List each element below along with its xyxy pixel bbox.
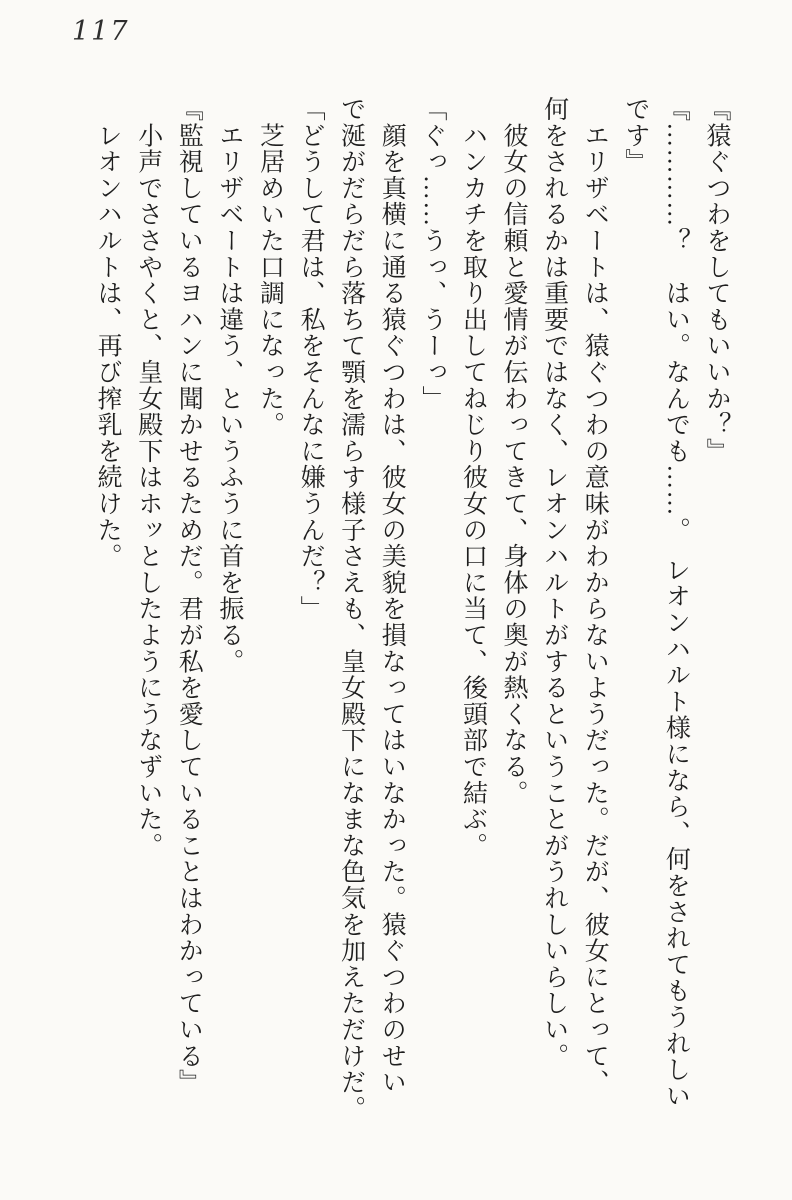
text-column-01: 『猿ぐつわをしてもいいか？』: [703, 96, 730, 465]
page-number: 117: [72, 16, 130, 47]
text-column-09: 顔を真横に通る猿ぐつわは、彼女の美貌を損なってはいなかった。猿ぐつわのせい: [378, 96, 406, 1096]
text-column-04: エリザベートは、猿ぐつわの意味がわからないようだった。だが、彼女にとって、: [581, 96, 609, 1096]
text-column-06: 彼女の信頼と愛情が伝わってきて、身体の奥が熱くなる。: [500, 96, 528, 807]
text-column-08: 「ぐっ……うっ、うーっ」: [418, 96, 446, 412]
text-column-13: エリザベートは違う、というふうに首を振る。: [215, 96, 243, 675]
text-column-02: 『…………？ はい。なんでも……。 レオンハルト様になら、何をされてもうれしい: [662, 96, 690, 1110]
text-column-03: です』: [621, 96, 649, 175]
text-column-15: 小声でささやくと、皇女殿下はホッとしたようにうなずいた。: [134, 96, 162, 859]
text-column-14: 『監視しているヨハンに聞かせるためだ。君が私を愛していることはわかっている』: [175, 96, 203, 1096]
text-column-16: レオンハルトは、再び搾乳を続けた。: [94, 96, 122, 570]
text-column-11: 「どうして君は、私をそんなに嫌うんだ？」: [297, 96, 325, 622]
text-column-10: で涎がだらだら落ちて顎を濡らす様子さえも、皇女殿下になまな色気を加えただけだ。: [337, 96, 365, 1122]
page-text: [87, 96, 737, 1156]
text-column-12: 芝居めいた口調になった。: [256, 96, 284, 438]
text-column-07: ハンカチを取り出してねじり彼女の口に当て、後頭部で結ぶ。: [459, 96, 487, 859]
text-column-05: 何をされるかは重要ではなく、レオンハルトがするということがうれしいらしい。: [540, 96, 568, 1070]
